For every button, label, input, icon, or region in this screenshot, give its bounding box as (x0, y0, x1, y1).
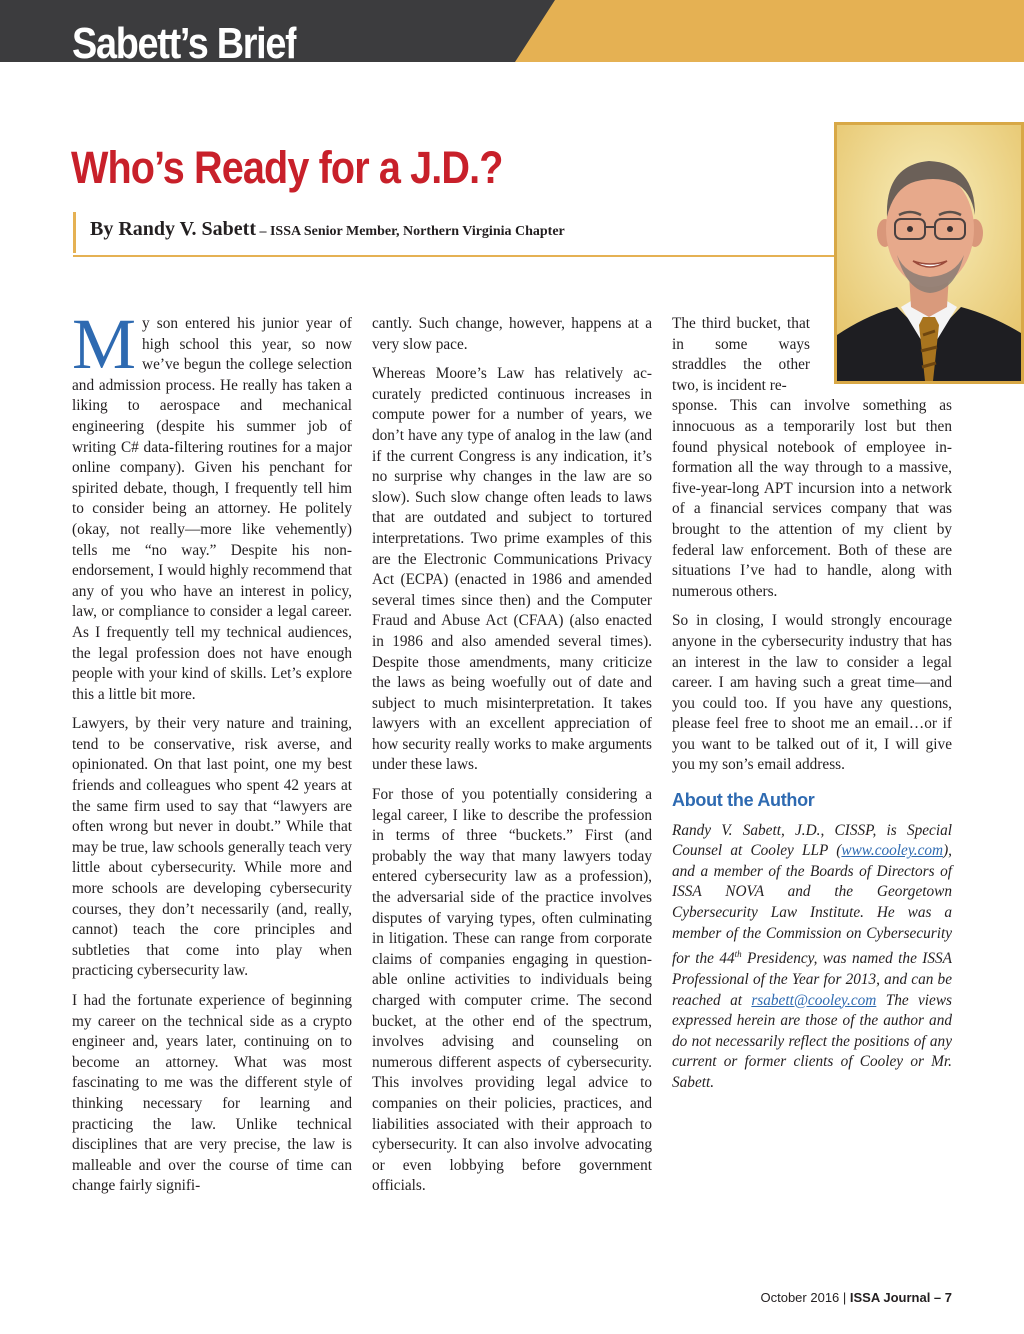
byline-rule (73, 255, 836, 257)
article-column-1 (72, 304, 352, 1206)
footer-date: October 2016 (760, 1290, 840, 1305)
paragraph: So in closing, I would strongly encourage anyone in the cybersecurity industry that has an interest in the law to consider a legal career. I am having such a great time—and you could too. If you have any questions, please feel free to shoot me an email…or if you want to be talked out of it, I will give you my son’s email address. (672, 612, 952, 774)
byline (90, 218, 565, 241)
author-email-link[interactable]: rsabett@cooley.com (751, 991, 877, 1009)
paragraph-text: y son entered his junior year of high school this year, so now we’ve begun the college selection and admission process. He really has taken a liking to aerospace and mechanical engineering (despite his summer job of writing C# data-filtering routines for a major online company). Given his penchant for spirited debate, though, I frequently tell him to consider being an attorney. He politely (okay, not really—more like vehemently) tells me “no way.” Despite his non-endorsement, I would highly recommend that any of you who have an interest in policy, law, or compliance to consider a legal career. As I frequently tell my technical audiences, the legal profession does not have enough people with your kind of skills. Let’s explore this a little bit more. (72, 315, 352, 703)
footer-separator: | (839, 1290, 850, 1305)
bio-superscript: th (734, 949, 742, 960)
byline-accent-bar (73, 212, 76, 253)
bio-text: Randy V. Sabett, J.D., CISSP, is Special Counsel at Cooley LLP ( (672, 821, 952, 860)
section-header-band (0, 0, 1024, 62)
bio-text: The views expressed herein are those of the author and do not necessarily reflect the positions of any current or former clients of Cooley or Mr. Sabett. (672, 991, 952, 1091)
bio-text: Presidency, was named the ISSA Professional of the Year for 2013, and can be reached at (672, 950, 952, 1009)
paragraph: cantly. Such change, however, happens at a very slow pace. (372, 315, 652, 353)
article-column-2 (372, 314, 652, 1206)
byline-author: By Randy V. Sabett (90, 218, 256, 240)
paragraph (72, 304, 352, 705)
footer-journal-page: ISSA Journal – 7 (849, 1290, 952, 1305)
paragraph: For those of you potentially considering a legal career, I like to describe the profession in terms of three “buckets.” First (and probably the way that many lawyers today entered cybersecurity law as a profession), the adversarial side of the practice involves disputes of varying types, often culminating in litigation. These can range from corporate claims of companies engaging in questionable online activities to individuals being charged with computer crime. The second bucket, at the other end of the spectrum, involves advising and counseling on numerous different aspects of cybersecurity. This involves providing legal advice to companies on their policies, practices, and liabilities associated with their approach to cybersecurity. It can also involve advocating or even lobbying before government officials. (372, 786, 652, 1195)
section-title: Sabett’s Brief (72, 19, 297, 62)
page-footer (761, 1290, 953, 1305)
paragraph: Whereas Moore’s Law has relatively accurately predicted continuous increases in compute power for a number of years, we don’t have any type of analog in the law (and if the current Congress is any indication, it’s no surprise why changes in the law are so slow). Such slow change often leads to laws that are outdated and subject to tortured interpretations. Two prime examples of this are the Electronic Communications Privacy Act (ECPA) (enacted in 1986 and amended several times since then) and the Computer Fraud and Abuse Act (CFAA) (also enacted in 1986 and also amended several times). Despite those amendments, many criticize the laws as being woefully out of date and subject to much misinterpretation. It takes lawyers with an excellent appreciation of how security really works to make arguments under these laws. (372, 365, 652, 774)
paragraph: The third bucket, that in some ways straddles the other two, is incident re- (672, 315, 810, 394)
paragraph: Lawyers, by their very nature and training, tend to be conservative, risk averse, and opinionated. On that last point, one my best friends and colleagues who spent 42 years at the same firm used to say that “lawyers are often wrong but never in doubt.” While that may be true, law schools generally teach very little about cybersecurity. While more and more schools are developing cybersecurity courses, they don’t necessarily (and, really, cannot) teach the core principles and subtleties that come into play when practicing cybersecurity law. (72, 715, 352, 980)
article-column-3 (672, 314, 952, 1102)
paragraph: I had the fortunate experience of beginning my career on the technical side as a crypto engineer and, years later, continuing on to become an attorney. What was most fascinating to me was the different style of thinking necessary for learning and practicing the law. Unlike technical disciplines that are very precise, the law is malleable and over the course of time can change fairly signifi- (72, 992, 352, 1195)
cooley-website-link[interactable]: www.cooley.com (841, 842, 944, 860)
byline-affiliation: – ISSA Senior Member, Northern Virginia Chapter (255, 224, 565, 239)
bio-text: ), and a member of the Boards of Directors of ISSA NOVA and the Georgetown Cybersecurity Law Institute. He was a member of the Commission on Cybersecurity for the 44 (672, 842, 952, 968)
drop-cap: M (72, 304, 137, 384)
article-title: Who’s Ready for a J.D.? (71, 142, 503, 193)
about-author-heading: About the Author (672, 790, 815, 811)
paragraph: sponse. This can involve something as innocuous as a temporarily lost but then found physical notebook of employee information all the way through to a massive, five-year-long APT incursion into a network of a financial services company that was brought to the attention of my client by federal law enforcement. Both of these are situations I’ve had to handle, along with numerous others. (672, 397, 952, 600)
author-bio (672, 821, 952, 1094)
